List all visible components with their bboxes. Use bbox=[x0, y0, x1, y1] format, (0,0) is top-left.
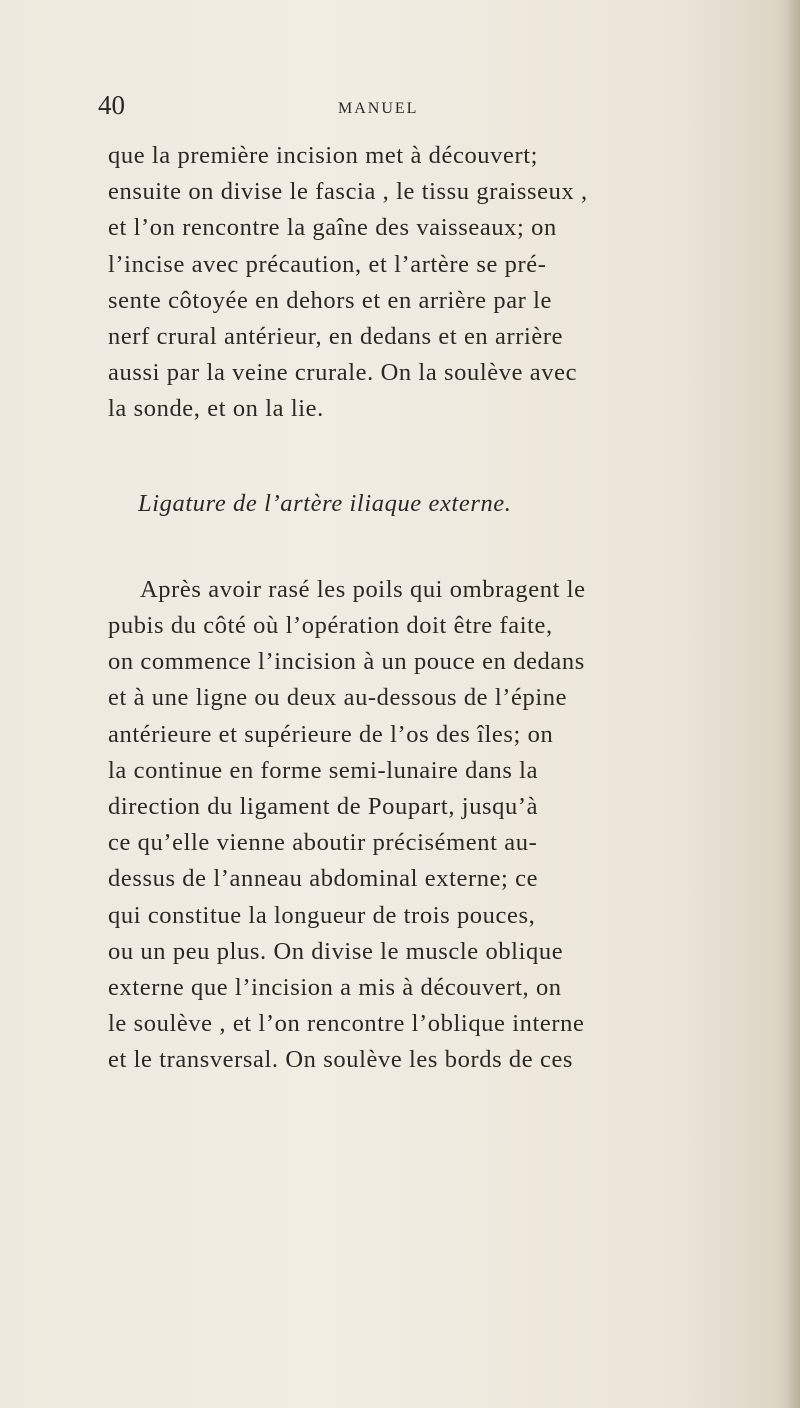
text-line: qui constitue la longueur de trois pouces, bbox=[108, 901, 536, 929]
text-line: pubis du côté où l’opération doit être faite, bbox=[108, 612, 553, 640]
page-header bbox=[98, 90, 658, 134]
text-line: dessus de l’anneau abdominal externe; ce bbox=[108, 865, 539, 893]
text-line: direction du ligament de Poupart, jusqu’à bbox=[108, 793, 539, 821]
spacer bbox=[108, 522, 772, 572]
text-line: la continue en forme semi-lunaire dans la bbox=[108, 756, 539, 784]
text-line: antérieure et supérieure de l’os des îles; on bbox=[108, 720, 554, 748]
text-line: le soulève , et l’on rencontre l’oblique interne bbox=[108, 1010, 585, 1038]
section-heading: Ligature de l’artère iliaque externe. bbox=[138, 489, 512, 517]
text-line: et l’on rencontre la gaîne des vaisseaux; on bbox=[108, 214, 557, 242]
text-line: que la première incision met à découvert; bbox=[108, 142, 539, 169]
text-line: aussi par la veine crurale. On la soulève avec bbox=[108, 359, 578, 387]
running-head: MANUEL bbox=[338, 100, 419, 117]
text-line: nerf crural antérieur, en dedans et en arrière bbox=[108, 323, 564, 351]
text-line: sente côtoyée en dehors et en arrière par le bbox=[108, 286, 553, 314]
text-line: ensuite on divise le fascia , le tissu graisseux , bbox=[108, 178, 588, 206]
text-line: externe que l’incision a mis à découvert, on bbox=[108, 974, 562, 1002]
text-line: et à une ligne ou deux au-dessous de l’épine bbox=[108, 684, 568, 712]
text-line: et le transversal. On soulève les bords de ces bbox=[108, 1046, 574, 1074]
text-line: on commence l’incision à un pouce en dedans bbox=[108, 648, 585, 676]
page-edge-shadow bbox=[786, 0, 800, 1408]
text-line: la sonde, et on la lie. bbox=[108, 395, 324, 423]
page-number: 40 bbox=[98, 90, 125, 120]
text-line: l’incise avec précaution, et l’artère se pré- bbox=[108, 250, 547, 278]
body-text bbox=[108, 138, 772, 1079]
text-line: ce qu’elle vienne aboutir précisément au- bbox=[108, 829, 538, 857]
text-line: ou un peu plus. On divise le muscle oblique bbox=[108, 937, 564, 965]
text-line: Après avoir rasé les poils qui ombragent le bbox=[140, 575, 586, 603]
spacer bbox=[108, 428, 772, 486]
